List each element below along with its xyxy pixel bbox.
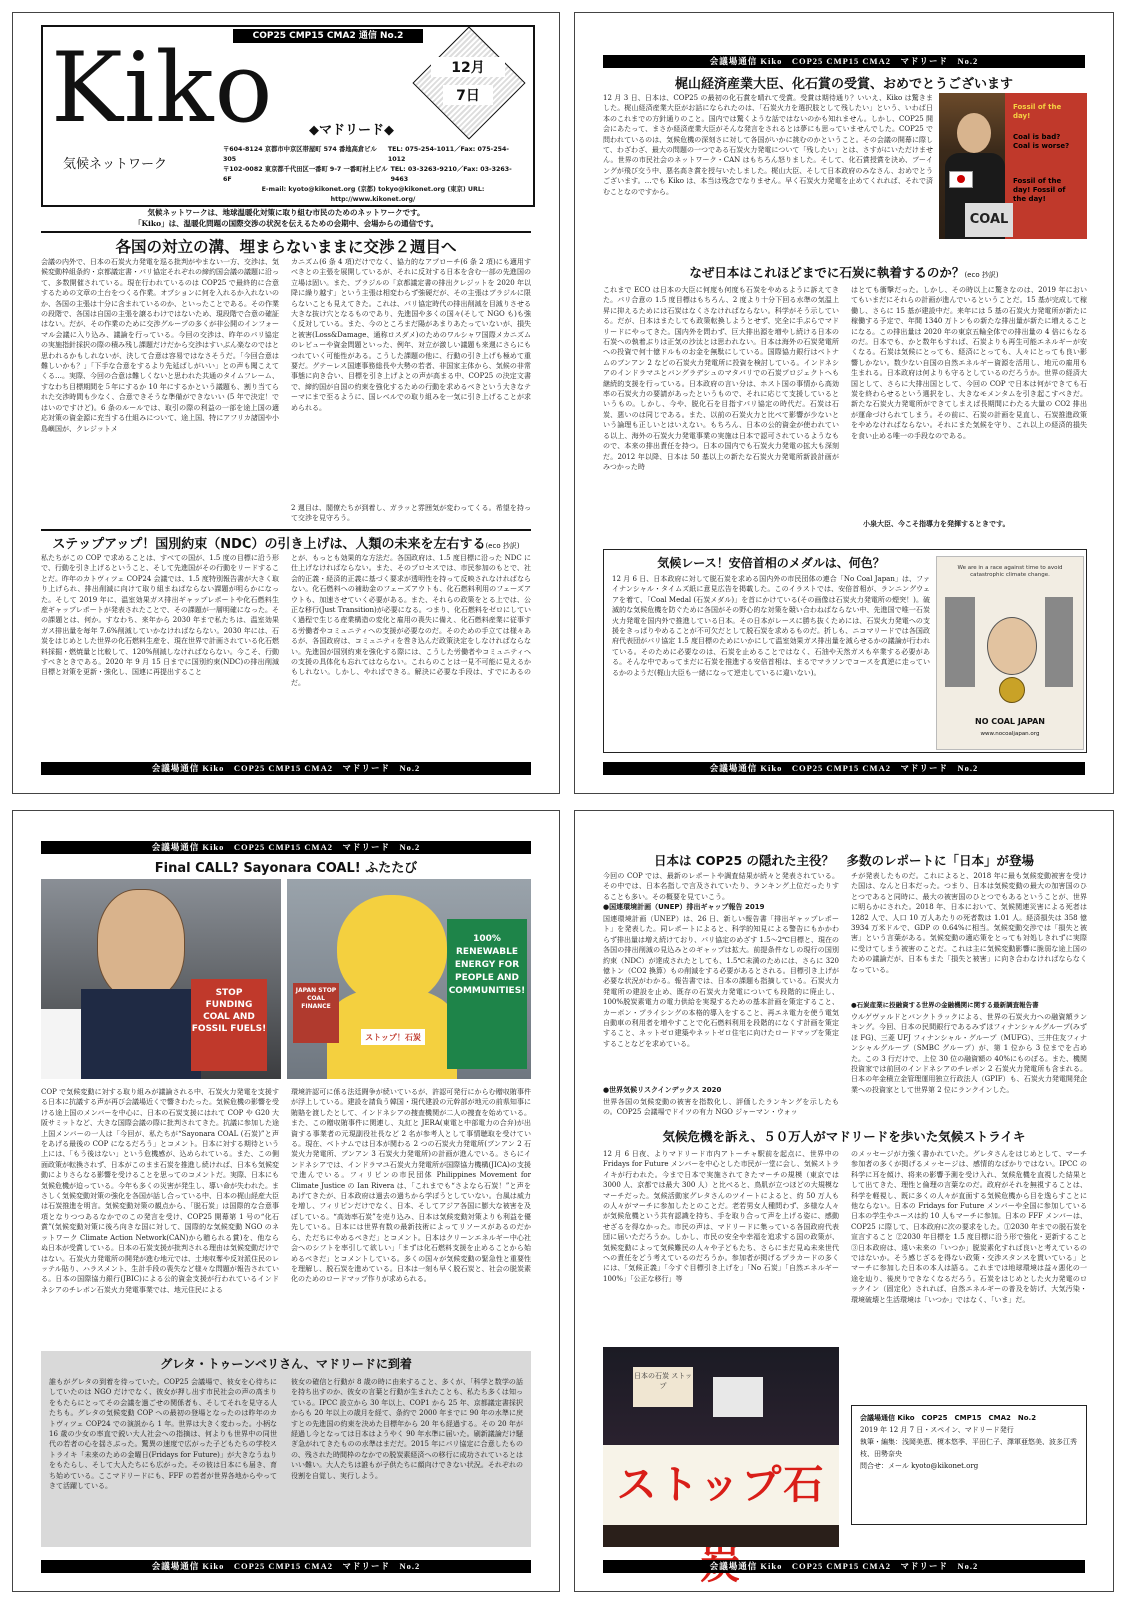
headline-source: (eco 抄訳) bbox=[964, 271, 999, 279]
coal-bag: COAL bbox=[965, 203, 1013, 237]
divider bbox=[41, 529, 531, 531]
article-ndc-left: 私たちがこの COP で求めることは、すべての国が、1.5 度の目標に沿う形で、行動を引き上げるということ、そして先進国がその行動をリードすることだ。昨年のカトヴィツェ COP24 会議では、1.5 度特別報告書が大きく取り上げられ、排出削減に向けて取り組まねばならない課題が明らかになった。そして 2019 年に、温室効果ガス排出ギャップレポートや化石燃料生産ギャップレポートが発表されたことで、その課題が一層明確になった。その課題とは、何か。すなわち、来年から 2030 年まで私たちは、温室効果ガス排出量を毎年 7.6%削減していかなければならない。2030 年には、石炭をはじめとした世界の化石燃料生産を、現在世界で計画されている化石燃料採掘・燃焼量と比較して、120%削減しなければならない。今こそ、行動すべきときである。2020 年 9 月 15 日までに国別約束(NDC)の排出削減目標と対策を更新・強化し、国連に再提出すること bbox=[41, 554, 279, 677]
article-reports-intro: 今回の COP では、最新のレポートや調査結果が続々と発表されている。その中では、日本名指しで言及されていたり、ランキング上位だったりすることも多い。その概要を見ていこう。 bbox=[603, 872, 839, 901]
article-coal-obsession-right: はとても衝撃だった。しかし、その時以上に驚きなのは、2019 年においてもいまだにそれらの計画が進んでいるということだ。15 基が完成して稼働し、さらに 15 基が建設中だ。来年には 5 基の石炭火力発電所が新たに稼働する予定で、年間 1340 万トンもの新たな排出量が新たに増えることになる。この排出量は 2020 年の東京五輪全体での排出量の 4 倍にもなるのだ。日本でも、かと数年もすれば、石炭よりも再生可能エネルギーが安くなる。石炭は気候にとっても、経済にとっても、人々にとっても良い影響しかない。数少ない自国の自然エネルギー資源を活用し、地元の雇用も生まれる。日本政府は何よりも守るとしているのだろうか。世界の経済大国として、さらに大排出国として、今回の COP で日本は何ができても石炭を終わらせるという選択をし、大きなモメンタムを引き起こすべきだ。新たな石炭火力発電所ができてしまえば長期間にわたる大量の CO2 排出が運命づけられてしまう。その前に、石炭の計画を見直し、石炭推進政策をやめなければならない。それにまた気候を守り、これ以上の経済的損失を食い止める唯一の手段なのである。 bbox=[851, 286, 1087, 440]
article-banks: ウルゲヴァルドとバンクトラックによる、世界の石炭火力への融資額ランキング。今回、日本の民間銀行であるみずほフィナンシャルグループ(みずほ FG)、三菱 UFJ フィナンシャル・グループ（MUFG）、三井住友フィナンシャルグループ（SMBC グループ）が、第 1 位から 3 位までを占めた。この 3 行だけで、上位 30 位の融資額の 40%にものぼる。また、機関投資家では前回のインドネシアのチレボン 2 石炭火力発電所も含まれる。日本の年金積立金管理運用独立行政法人（GPIF）も、石炭火力発電開発企業への投資家として世界第 2 位にランクインした。 bbox=[851, 1013, 1087, 1094]
fossil-sign-text: Fossil of the day! bbox=[1013, 103, 1062, 120]
caricature-face bbox=[987, 617, 1037, 675]
email-url[interactable]: E-mail: kyoto@kikonet.org (京都) tokyo@kikonet.org (東京) URL: http://www.kikonet.org/ bbox=[261, 186, 485, 203]
page-footer: 会議場通信 Kiko COP25 CMP15 CMA2 マドリード No.2 bbox=[41, 762, 531, 775]
masthead bbox=[41, 25, 535, 207]
intro bbox=[41, 207, 531, 229]
stop-funding-sign: STOP FUNDING COAL AND FOSSIL FUELS! bbox=[191, 979, 267, 1071]
intro-line-2: 「Kiko」は、温暖化問題の国際交渉の状況を伝えるための会期中、会場からの通信です。 bbox=[134, 219, 438, 228]
article-risk-index: 世界各国の気候変動の被害を指数化し、評価したランキングを示したもの。COP25 会議場でドイツの有力 NGO ジャーマン・ウォッ bbox=[603, 1098, 839, 1117]
article-negotiations-close: 2 週目は、閣僚たちが到着し、ガラッと雰囲気が変わってくる。希望を持って交渉を見守ろう。 bbox=[291, 504, 531, 523]
org-name: 気候ネットワーク bbox=[63, 157, 168, 172]
colophon-title: 会議場通信 Kiko COP25 CMP15 CMA2 No.2 bbox=[860, 1414, 1037, 1422]
crowd bbox=[603, 1525, 839, 1547]
tokyo-phone: TEL: 03-3263-9210／Fax: 03-3263-9463 bbox=[390, 166, 512, 183]
subhead-banks: ●石炭産業に投融資する世界の金融機関に関する最新調査報告書 bbox=[851, 1001, 1039, 1009]
colophon-date: 2019 年 12 月 7 日・スペイン、マドリード発行 bbox=[860, 1426, 1014, 1434]
protest-photo-right bbox=[287, 879, 531, 1079]
headline-japan-reports: 日本は COP25 の隠れた主役？ 多数のレポートに「日本」が登場 bbox=[653, 853, 1035, 868]
masthead-logo: Kiko bbox=[51, 32, 274, 144]
strike-march-photo bbox=[603, 1347, 839, 1547]
article-negotiations-right: カニズム(6 条 4 項)だけでなく、協力的なアプローチ(6 条 2 項)にも適用すべきとの主張を展開しているが、それに反対する日本を含む一部の先進国の立場は固い。また、ブラジルの「京都議定書の排出クレジットを 2020 年以降に繰り越す」という主張は相変わらず強硬だが、その主張はブラジルに限らないことも見えてきた。これは、パリ協定時代の排出削減を目減りさせる大きな抜け穴となるものであり、先進国や多くの国々(そして NGO も)も強く反対している。また、今のところまだ陽があまりあたっていないが、損失と被害(Loss&Damage、通称ロスダメ)のためのワルシャワ国際メカニズムのレビューや資金問題といった、例年、対立が激しい議題も来週にさらにもつれていく可能性がある。こうした課題の他に、行動の引き上げも極めて重要だ。グテーレス国連事務総長や大勢の若者、非国家主体から、気候の非常事態に向き合い、目標を引き上げよとの声が高まる中、COP25 の決定文書で、締約国が自国の約束を強化するための行動を求めるべきという大きなテーマにまで至るように、国レベルでの取り組みを一気に引き上げることが求められる。 bbox=[291, 258, 531, 412]
headline-climate-strike: 気候危機を訴え、５０万人がマドリードを歩いた気候ストライキ bbox=[662, 1129, 1026, 1144]
ad-brand: NO COAL JAPAN bbox=[975, 717, 1045, 726]
japan-flag-icon bbox=[949, 171, 973, 188]
smokestack bbox=[945, 597, 975, 687]
stop-coal-banner: ストップ石 bbox=[603, 1445, 839, 1525]
headline-coal-obsession: なぜ日本はこれほどまでに石炭に執着するのか？(eco 抄訳) bbox=[689, 265, 999, 280]
no-coal-japan-ad bbox=[936, 556, 1084, 750]
protester-body bbox=[81, 989, 201, 1079]
headline-fossil-award: 梶山経済産業大臣、化石賞の受賞、おめでとうございます bbox=[674, 77, 1013, 92]
renewable-energy-sign: 100% RENEWABLE ENERGY FOR PEOPLE AND COMMUNITIES! bbox=[447, 919, 527, 1069]
divider bbox=[41, 231, 531, 233]
page-footer: 会議場通信 Kiko COP25 CMP15 CMA2 マドリード No.2 bbox=[603, 762, 1085, 775]
headline-negotiations: 各国の対立の溝、埋まらないままに交渉２週目へ bbox=[115, 238, 457, 256]
date-diamond bbox=[412, 26, 525, 139]
fossil-award-photo bbox=[939, 93, 1087, 239]
kyoto-phone: TEL: 075-254-1011／Fax: 075-254-1012 bbox=[387, 146, 509, 163]
tokyo-address: 〒102-0082 東京都千代田区一番町 9-7 一番町村上ビル 6F bbox=[223, 166, 388, 183]
placard bbox=[41, 1009, 81, 1079]
page-header: 会議場通信 Kiko COP25 CMP15 CMA2 マドリード No.2 bbox=[603, 55, 1085, 68]
headline-final-call: Final CALL? Sayonara COAL! ふたたび bbox=[154, 861, 418, 876]
newsletter-page-3 bbox=[12, 810, 560, 1592]
page-header: 会議場通信 Kiko COP25 CMP15 CMA2 マドリード No.2 bbox=[41, 841, 531, 854]
smokestack bbox=[1045, 597, 1073, 687]
article-negotiations-left: 会議の内外で、日本の石炭火力発電を巡る批判がやまない一方、交渉は、気候変動枠組条約・京都議定書・パリ協定それぞれの締約国会議の議題に沿って、多数開催されている。現在行われているのは COP25 で最終的に合意するための文章の土台をつくる作業。オプションに何を入れるか入れないのか、各国の主張は十分に含まれているのか、といったことである。その作業の段階で、各国は自国の主張を譲るわけではないため、現段階で合意の確証はない。だが、その作業のために交渉グループの多くが非公開のインフォーマル会議に入り込み、議論を行っている。今回の交渉は、昨年のパリ協定の実施指針採択の際の積み残し課題だけだから交渉はすいぶん楽なのではと思われるかもしれないが、決して合意は容易ではなさそうだ。「今回合意は難しいかも？」「下手な合意をするより先延ばしがいい」との声も聞こえてくる…。実際、今回の合意は難しくないと思われた共通のタイムフレーム、すなわち目標期間を５年にするか 10 年にするかという議題も、割り当てられた交渉時間も少なく、合意できそうな準備ができないい (5 年で決定！ではいのですけど)。6 条のルールでは、取引の際の利益の一部を途上国の適応対策の資金源に充当する仕組みについて、途上国、特にアフリカ諸国や小島嶼国が、クレジットメ bbox=[41, 258, 279, 433]
article-greta-right: 彼女の確信と行動が 8 歳の時に由来すること、多くが、「科学と数学の話を持ち出すのか、彼女の言葉と行動が生まれたことも、私たち多くは知っている。IPCC 設立から 30 年以上、COP1 から 25 年、京都議定書採択からも 20 年以上の歳月を経て、条約で 2000 年までに 90 年の水準に戻すとの先進国の約束を決めた目標年から 20 年も経過する。その 20 年が経過し今となっては日本はようやく 90 年水準に届いた。刷新議論だけ騒ぎ急がれてきたものの水準はまだだ。2015 年にパリ協定に合意したものの、残された時間枠のなかでの脱炭素経済への移行に成功されているとはいい難い。大人たちは誰もが子供たちに顔向けできない状況。それぞれの役割を自覚し、実行しよう。 bbox=[291, 1378, 523, 1480]
stop-coal-sign-jp: ストップ！石炭 bbox=[361, 1029, 425, 1045]
kyoto-address: 〒604-8124 京都市中京区帯屋町 574 番地高倉ビル 305 bbox=[223, 146, 377, 163]
fossil-sign-text-3: Fossil of the day! Fossil of the day! bbox=[1013, 177, 1066, 203]
article-fossil-award: 12 月 3 日、日本は、COP25 の最初の化石賞を晴れて受賞。受賞は期待通り？いいえ、Kiko は驚きました。梶山経済産業大臣がお話になられたのは、「石炭火力を選択肢として残したい」という、いわば日本のこれまでの方針通りのこと。国内では驚くような話ではないのかも知れません。しかし、COP25 開会にあたって、まさか経済産業大臣がそんな発言をされるとは夢にも思っていませんでした。COP25 で問われているのは、気候危機の深刻さに対して各国がいかに挑むのかということ。その会議の開幕に際して、わざわざ、最大の問題の一つである石炭火力発電について「残したい」とは、さすがにいただけません。世界の市民社会のネットワーク・CAN はもちろん怒りました。そして、化石賞授賞を決め、ブーイングが飛び交う中、悪名高き賞を授与いたしました。梶山大臣、そして日本政府のみなさん、おめでとうございます。…でも Kiko は、本当は残念でなりません。早く石炭火力発電を止めてくれれば、それで済むことなのですから。 bbox=[603, 94, 933, 196]
colophon-editors: 執筆・編集：浅岡美恵、榎本悠季、平田仁子、澤軍亜悠美、波多江秀枝、田勢奈央 bbox=[860, 1438, 1077, 1458]
date-day: 7日 bbox=[443, 85, 493, 105]
headline-ndc: ステップアップ！国別約束（NDC）の引き上げは、人類の未来を左右する(eco 抄訳) bbox=[52, 537, 520, 552]
article-ndc-right: とが、もっとも効果的な方法だ。各国政府は、1.5 度目標に沿った NDC に仕上げなければならない。また、そのプロセスでは、市民参加のもとで、社会的正義・経済的正義に基づく要求が透明性を持って反映されなければならない。化石燃料への補助金のフェーズアウトも、化石燃料利用のフェーズアウトも、加速させていく必要がある。また、それらの政策をとる上では、公正な移行(Just Transition)が必要になる。つまり、化石燃料をゼロにしていく過程で生じる産業構造の変化と雇用の喪失に備え、化石燃料産業に従事する労働者やコミュニティへの支援が必要なのだ。そのための手立ては様々あるが、各国政府は、コミュニティを巻き込んだ政策決定をしなければならない。先進国が国別約束を強化する際には、こうした労働者やコミュニティへの支援の具体化も忘れてはならない。これらのことは一見不可能に見えるかもしれない。しかし、やればできる。解決に必要な手段は、すでにあるのだ。 bbox=[291, 554, 531, 687]
article-coal-obsession-left: これまで ECO は日本の大臣に何度も何度も石炭をやめるように訴えてきた。パリ合意の 1.5 度目標はもちろん、2 度より十分下回る水準の気温上昇に抑えるためには石炭はなくさなければならない。科学がそう示している。だが、日本はまたしても政策転換しようとせず、完全に手ぶらでマドリードにやってきた。国内外を問わず、巨大排出源を増やし続ける日本の石炭への執着ぶりは正気の沙汰とは思われない。日本は海外の石炭発電所への投資で何十億ドルものお金を無駄にしている。国際協力銀行はベトナムのブンアン 2 などの石炭火力発電所に投資を検討している。インドネシアのインドラマユとバングラデシュのマタバリでの石炭プロジェクトへも継続的支援を行っている。日本政府の言い分は、ホスト国の事情から高効率の石炭火力の要請があったというもので、それに応じて支援しているというもの。しかし、今や、脱化石を目指すパリ協定の時代だ。石炭は石炭、悪いのは同じである。また、以前の石炭火力と比べて影響が少ないという論理も正しいとはいえない。もちろん、日本の公的資金が使われている以上、海外の石炭火力発電事業の実施は日本で認可されているようなもので、本来の排出責任を持つ。日本の国内でも石炭火力発電の拡大も深刻だ。2012 年以降、日本は 50 基以上の新たな石炭火力発電所新設計画がみつかった時 bbox=[603, 286, 839, 471]
colophon-contact[interactable]: 問合せ：メール kyoto@kikonet.org bbox=[860, 1462, 979, 1470]
location-subtitle: ◆マドリード◆ bbox=[309, 123, 394, 138]
headline-greta: グレタ・トゥーンベリさん、マドリードに到着 bbox=[160, 1357, 412, 1371]
date-month: 12月 bbox=[431, 57, 505, 77]
coal-medal-icon bbox=[999, 677, 1025, 703]
article-climate-strike-left: 12 月 6 日夜、よりマドリード市内アトーチャ駅前を起点に、世界中の Fridays for Future メンバーを中心とした市民が一堂に会し、気候ストライキが行われた。今まで日本で実施されてきたマーチの規模（東京では 3000 人、京都では最大 300 人）と比べると、鳥肌が立つほどの大規模なマーチだった。気候活動家グレタさんのツイートによると、約 50 万人もの人々がマーチに参加したとのことだ。老若男女人種問わず、多様な人々が気候危機という共有認識を持ち、手を取り合って声を上げる姿に、感動せざるを得なかった。市民の声は、マドリードに集っている各国政府代表団に届いただろうか。しかし、市民の安全や幸福を追求する国の政策が、気候変動によって気候難民の人々や子どもたち、さらにまだ見ぬ未来世代への責任をどう考えているのだろうか。参加者が掲げるプラカードの多くには、「気候正義」「今すぐ目標引き上げを」「No 石炭」「自然エネルギー 100%」「公正な移行」等 bbox=[603, 1150, 839, 1283]
page-footer: 会議場通信 Kiko COP25 CMP15 CMA2 マドリード No.2 bbox=[41, 1560, 531, 1573]
callout-climate-race bbox=[603, 549, 1087, 753]
headline-climate-race: 気候レース！安倍首相のメダルは、何色？ bbox=[657, 556, 885, 570]
article-final-call-right: 環境許認可に係る法廷闘争が続いているが、許認可発行にからむ贈収賄事件が浮上している。建設を請負う韓国・現代建設の元幹部が地元の前県知事に賄賂を渡したとして、インドネシアの捜査機関が二人の捜査を始めている。また、この贈収賄事件に関連し、丸紅と JERA(東電と中部電力の合弁)が出資する事業者の元現副役社長など 2 名が参考人として事情聴取を受けている。現在、ベトナムでは日本が関わる 2 つの石炭火力発電所(ブンアン 2 石炭火力発電所、ブンアン 3 石炭火力発電所)の計画が進んでいる。さらにインドネシアでは、インドラマユ石炭火力発電所が国際協力機構(JICA)の支援で進んでいる。フィリピンの市民団体 Philippines Movement for Climate Justice の Ian Rivera は、「これまでも“さよなら石炭！”と声をあげてきたが、日本政府は過去の過ちから学ぼうとしていない。台風は威力を増し、フィリピンだけでなく、日本、そしてアジア各国に膨大な被害を及ぼしている。“高効率石炭”を売り込み、日本は気候変動対策よりも利益を優先している。日本には世界有数の最新技術によってリソースがあるのだから、ただちにやめるべきだ」とコメント。日本はクリーンエネルギー中心社会へのシフトを率引して欲しい」「まずは化石燃料支援を止めることから始めるべきだ」とコメントしている。多くの国々が気候変動の緊急性と重要性を理解し、脱石炭を進めている。日本は一刻も早く脱石炭と、社会の脱炭素化のためのロードマップ作りが求められる。 bbox=[291, 1088, 531, 1284]
page-footer: 会議場通信 Kiko COP25 CMP15 CMA2 マドリード No.2 bbox=[603, 1560, 1085, 1573]
article-final-call-left: COP で気候変動に対する取り組みが議論される中、石炭火力発電を支援する日本に抗議する声が再び会議場近くで響きわたった。気候危機の影響を受ける途上国のメンバーを中心に、日本の石炭支援にはれて COP や G20 大阪サミットなど、大きな国際会議の際に批判されてきた。抗議に参加した途上国メンバーの一人は「今回が、私たちが“Sayonara COAL (石炭)”と声をあげる最後の COP になるだろう」とコメント。日本に対する期待という上には、「もう後はない」という危機感が、込められている。また、この側面政策が転換されず、日本がこのまま石炭を推進し続ければ、日本も気候変動によりさらなる影響を受けることを思ってのコメントだ。実際、日本にも気候危機が迫っている。今年も多くの災害が発生し、導い命が失われた。まさしく気候変動対策の強化を各国が話し合っている中、日本の梶山経産大臣は石炭推進を明言。気候変動対策の観点から、「脱石炭」は国際的な合意事項となりつつあるなかでのこの発言を受け、COP25 開幕第 1 号の“化石賞”(気候変動対策に後ろ向きな国に対して、国際的な気候変動 NGO のネットワーク Climate Action Network(CAN)から贈られる賞)を、他ならぬ日本が受賞している。日本の石炭支援が批判される理由は気候変動だけではない。石炭火力発電所の開発が進む地元では、土地収奪や反対派住民のレッテル貼り、ハラスメント、生計手段の喪失など様々な問題が報告されている。日本の国際協力銀行(JBIC)による公的資金支援が行われているインドネシアのチレボン石炭火力発電事業では、地元住民による bbox=[41, 1088, 279, 1294]
article-coal-obsession-close: 小泉大臣、今こそ指導力を発揮するときです。 bbox=[863, 519, 1010, 528]
callout-greta bbox=[41, 1351, 531, 1547]
newsletter-page-2 bbox=[574, 12, 1114, 794]
ad-tagline: We are in a race against time to avoid catastrophic climate change. bbox=[957, 565, 1063, 578]
newsletter-page-4 bbox=[574, 810, 1114, 1592]
mask-face bbox=[97, 889, 185, 1001]
article-unep: 国連環境計画（UNEP）は、26 日、新しい報告書「排出ギャップレポート」を発表した。同レポートによると、科学的知見による警告にもかかわらず排出量は増え続けており、パリ協定のめざす 1.5～2℃目標と、現在の各国の排出削減の見込みとのギャップは拡大。前提条件なしの現行の国別約束（NDC）が達成されたとしても、1.5℃未満のためには、さらに 320 億トン（CO2 換算）もの削減をする必要があるとされる。目標引き上げが必要な状況がわかる。報告書では、日本の課題も指摘している。石炭火力発電所の建設を止め、既存の石炭火力発電についても段階的に廃止し、100%脱炭素電力の電力供給を実現するための基本計画を策定すること、カーボン・プライシングの本格的導入をすること、再エネ電力を使う電気自動車の利用者を増やすことで化石燃料利用を段階的になくす計画を策定すること、ネットゼロ建築やネットゼロ住宅に向けたロードマップを策定することなどを求めている。 bbox=[603, 915, 839, 1048]
headline-source: (eco 抄訳) bbox=[485, 542, 520, 550]
contact-block bbox=[223, 145, 523, 205]
protest-photo-left bbox=[41, 879, 281, 1079]
intro-line-1: 気候ネットワークは、地球温暖化対策に取り組む市民のためのネットワークです。 bbox=[147, 208, 425, 217]
article-greta-left: 誰もがグレタの到着を待っていた。COP25 会議場で、彼女を心待ちにしていたのは NGO だけでなく、彼女が押し出す市民社会の声の高まりをもたらにとってその会議を過ごせの関係者も、そしてそれを見守る人たちも。グレタの気候変動 COP への最初の登場となったのは昨年のカトヴィツェ COP24 での演説から 1 年。世界は大きく変わった。小柄な 16 歳の少女の率直で鋭い大人社会への指摘は、何よりも世界中の同世代の若者の心を揺さぶった。驚異の速度で広がった子どもたちの学校ストライキ「未来のための金曜日(Fridays for Future)」が大きなうねりをもたらし、そして大人たちにも広がった。その彼は日本にも届き、育ち始めている。ここマドリードにも、FFF の若者が世界各地からやってきて活躍している。 bbox=[49, 1378, 277, 1491]
newsletter-page-1 bbox=[12, 12, 560, 794]
placard bbox=[713, 1377, 763, 1417]
series-banner: COP25 CMP15 CMA2 通信 No.2 bbox=[233, 29, 423, 43]
subhead-unep: ●国連環境計画（UNEP）排出ギャップ報告 2019 bbox=[603, 903, 765, 911]
colophon bbox=[851, 1405, 1087, 1525]
placard-small: 日本の石炭 ストップ bbox=[633, 1367, 693, 1407]
article-climate-strike-right: のメッセージが力強く書かれていた。グレタさんをはじめとして、マーチ参加者の多くが掲げるメッセージは、感情的なばかりではない。IPCC の科学に耳を傾け、将来の影響予測を受け入れ、気候危機を直視した結果として出てきた、理性と倫理の言葉なのだ。政府がそれを無視することは、科学を軽視し、既に多くの人々が直面する気候危機から目を逸らすことに他ならない。日本の Fridays for Future メンバーや全国に参加している日本の学生やユースは約 10 人もマーチに参加。日本の FFF メンバーは、COP25 に際して、日本政府に次の要求をした。①2030 年までの脱石炭を宣言すること ②2030 年目標を 1.5 度目標に沿う形で強化・更新すること ③日本政府は、遠い未来の「いつか」脱炭素化すれば良いと考えているのではないか。そう感じざるを得ない政策・交渉スタンスを貫いている」とマーチに参加した日本の本人は語る。これまでは地球環境は益々悪化の一途を辿り、後戻りできなくなるだろう。石炭をはじめとした火力発電のロックイン（固定化）されれば、自然エネルギーの普及を妨げ、大気汚染・環境破壊と生活環境は「いつか」ではなく、「いま」だ。 bbox=[851, 1150, 1087, 1304]
stop-coal-finance-sign: JAPAN STOP COAL FINANCE bbox=[293, 983, 339, 1043]
person-head bbox=[957, 113, 991, 153]
ad-url[interactable]: www.nocoaljapan.org bbox=[980, 731, 1040, 737]
subhead-risk-index: ●世界気候リスクインデックス 2020 bbox=[603, 1086, 722, 1094]
fossil-sign-text-2: Coal is bad? Coal is worse? bbox=[1013, 133, 1070, 150]
article-risk-index-cont: チが発表したものだ。これによると、2018 年に最も気候変動被害を受けた国は、なんと日本だった。つまり、日本は気候変動の最大の加害国のひとつであると同時に、最大の被害国のひとつでもあるということが、世界に明らかにされた。2018 年、日本において、気候関連災害による死者は 1282 人で、人口 10 万人あたりの死者数は 1.01 人。経済損失は 358 億 3934 万米ドルで、GDP の 0.64%に相当。気候変動交渉では「損失と被害」という言葉がある。気候変動の適応策をとっても対処しきれずに実際に受けてしまう被害のことだ。これは主に気候変動影響に脆弱な途上国のための議論だが、日本もまた「損失と被害」に向き合わなければならなくなっている。 bbox=[851, 872, 1087, 974]
article-climate-race: 12 月 6 日、日本政府に対して脱石炭を求める国内外の市民団体の連合「No Coal Japan」は、ファイナンシャル・タイムズ紙に意見広告を掲載した。このイラストでは、安倍首相が、ランニングウェアを着て、「Coal Medal (石炭メダル)」を首にかけている(その画像は石炭火力発電所の煙突！)。破滅的な気候危機を防ぐために各国がその野心的な対策を競い合わねばならない中、先進国で唯一石炭火力発電を国内外で推進している日本。その日本がレースに勝ち抜くためには、石炭火力発電への支援をきっぱりやめることが不可欠だとして脱石炭を求めるものだ。折しも、ニコマリードでは各国政府代表団がパリ協定 1.5 度目標のためにいかにして温室効果ガス排出量を減らせるかの議論が行われている。そのために必要なのは、石炭を止めることではなく、石油や天然ガスも卒業する必要がある。そんな中であってまだに石炭を推進する安倍首相は、まるでマラソンでコースを真逆に走っているかのようだ(梶山大臣も一緒になって逆走しているに違いない)。 bbox=[612, 575, 930, 677]
